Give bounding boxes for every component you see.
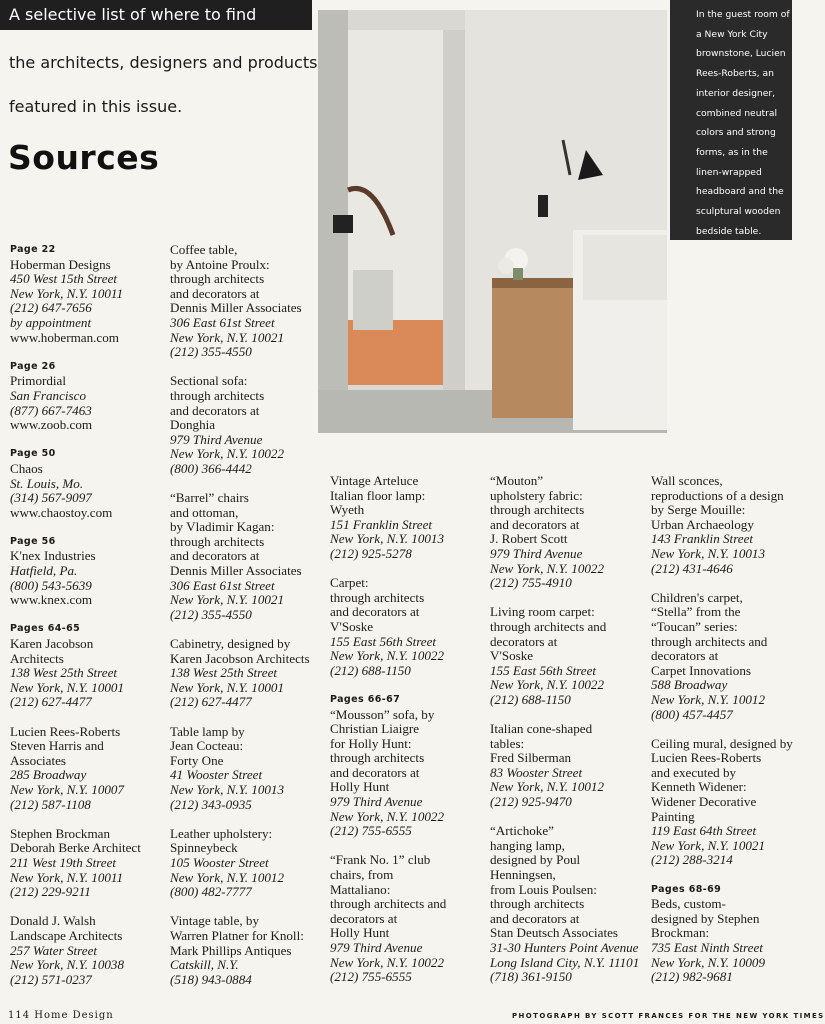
source-line: New York, N.Y. 10021 [651,837,766,853]
source-line: tables: [490,735,525,751]
source-line: Ceiling mural, designed by [651,735,793,751]
source-line: by Antoine Proulx: [170,256,270,272]
source-line: by Serge Mouille: [651,502,746,518]
source-line: 155 East 56th Street [330,633,437,649]
source-line: Italian floor lamp: [330,487,426,503]
entry-gap [490,708,639,723]
source-line: (800) 543-5639 [10,577,92,593]
source-line: Mark Phillips Antiques [170,942,292,958]
source-line: Stan Deutsch Associates [490,925,619,941]
entry-gap [651,576,793,591]
source-line: Karen Jacobson [10,636,94,652]
source-line: Warren Platner for Knoll: [170,927,304,943]
caption-line: brownstone, Lucien [696,48,786,60]
source-line: New York, N.Y. 10012 [170,869,285,885]
source-line: 257 Water Street [10,942,98,958]
source-line: through architects [170,387,265,403]
source-line: New York, N.Y. 10007 [10,781,125,797]
source-line: from Louis Poulsen: [490,881,597,897]
source-line: “Frank No. 1” club [330,852,431,868]
source-line: 979 Third Avenue [330,794,423,810]
intro-line-3: featured in this issue. [9,97,183,116]
entry-gap [170,622,310,637]
source-line: “Barrel” chairs [170,490,249,506]
source-line: Catskill, N.Y. [170,957,239,973]
source-line: 979 Third Avenue [170,431,263,447]
source-line: decorators at [490,633,558,649]
page-heading: Page 26 [10,360,56,372]
source-line: 979 Third Avenue [330,940,423,955]
source-line: 138 West 25th Street [10,665,118,681]
source-line: 41 Wooster Street [170,767,263,783]
bedroom-photo-illustration [318,10,667,433]
source-line: Donghia [170,417,216,433]
source-line: Architects [10,650,64,666]
photo-caption [670,0,792,240]
source-line: “Mousson” sofa, by [330,706,435,722]
source-line: Long Island City, N.Y. 11101 [490,954,640,970]
source-line: and decorators at [170,402,260,418]
source-line: Hoberman Designs [10,256,111,272]
source-line: through architects [490,502,585,518]
source-line: Holly Hunt [330,779,390,795]
source-line: New York, N.Y. 10022 [170,446,285,462]
source-line: www.hoberman.com [10,329,119,345]
source-line: New York, N.Y. 10013 [651,545,766,561]
source-line: hanging lamp, [490,837,565,853]
source-line: V'Soske [490,648,534,664]
source-line: San Francisco [10,387,87,403]
source-line: 31-30 Hunters Point Avenue [490,940,639,955]
source-line: New York, N.Y. 10022 [330,954,445,970]
entry-gap [170,900,310,915]
caption-line: forms, as in the [696,146,768,158]
source-line: (212) 688-1150 [330,662,411,678]
source-line: and executed by [651,764,737,780]
source-line: (212) 355-4550 [170,344,252,360]
source-line: Italian cone-shaped [490,721,593,737]
source-line: (212) 755-4910 [490,575,572,591]
source-line: designed by Poul [490,852,581,868]
caption-line: In the guest room of [696,9,790,20]
source-line: (800) 457-4457 [651,706,733,722]
source-line: www.knex.com [10,592,93,608]
source-line: Stephen Brockman [10,825,110,841]
source-line: New York, N.Y. 10021 [170,592,285,608]
source-line: (718) 361-9150 [490,969,572,985]
entry-gap [330,562,446,577]
source-line: “Stella” from the [651,604,741,620]
source-line: Sectional sofa: [170,373,248,389]
source-line: (212) 627-4477 [10,694,92,710]
source-line: New York, N.Y. 10001 [10,679,125,695]
source-line: Forty One [170,752,224,768]
sources-column-1 [10,243,141,987]
source-line: (212) 925-9470 [490,794,572,810]
source-line: through architects [490,896,585,912]
source-line: New York, N.Y. 10012 [490,779,605,795]
source-line: 735 East Ninth Street [651,940,763,955]
source-line: “Mouton” [490,473,544,488]
source-line: (212) 288-3214 [651,852,733,868]
source-line: decorators at [330,910,398,926]
source-line: Children's carpet, [651,589,743,605]
source-line: Henningsen, [490,867,556,883]
page-heading: Page 56 [10,535,56,547]
source-line: New York, N.Y. 10013 [170,781,285,797]
caption-line: combined neutral [696,107,778,119]
page-heading: Pages 66-67 [330,693,401,705]
source-line: (877) 667-7463 [10,402,92,418]
intro-line-2: the architects, designers and products [9,53,318,72]
source-line: Steven Harris and [10,738,104,754]
source-line: Primordial [10,373,67,389]
source-line: 211 West 19th Street [10,854,117,870]
entry-gap [10,520,141,535]
source-line: Carpet Innovations [651,662,751,678]
entry-gap [170,812,310,827]
caption-line: bedside table. [696,225,762,237]
photo-credit: PHOTOGRAPH BY SCOTT FRANCES FOR THE NEW YORK TIMES [512,1012,825,1020]
entry-gap [490,591,639,606]
entry-gap [170,710,310,725]
entry-gap [170,360,310,375]
source-line: and decorators at [330,764,420,780]
source-line: Urban Archaeology [651,516,754,532]
caption-line: linen-wrapped [696,166,762,178]
source-line: Spinneybeck [170,840,238,856]
source-line: (518) 943-0884 [170,971,252,987]
source-line: chairs, from [330,867,394,883]
caption-line: a New York City [696,28,768,40]
source-line: through architects [170,271,265,287]
caption-line: colors and strong [696,127,776,139]
source-line: by Vladimir Kagan: [170,519,275,535]
source-line: New York, N.Y. 10022 [490,677,605,693]
source-line: and decorators at [330,604,420,620]
source-line: Kenneth Widener: [651,779,747,795]
source-line: Dennis Miller Associates [170,300,302,316]
source-line: Table lamp by [170,723,245,739]
source-line: K'nex Industries [10,548,96,564]
entry-gap [10,900,141,915]
source-line: (212) 755-6555 [330,823,412,839]
sources-column-4 [490,474,639,985]
source-line: Carpet: [330,575,369,591]
caption-line: interior designer, [696,87,776,99]
source-line: Mattaliano: [330,881,391,897]
source-line: (212) 229-9211 [10,884,91,900]
page-heading: Pages 64-65 [10,623,81,635]
caption-line: Rees-Roberts, an [696,68,774,80]
source-line: and decorators at [170,548,260,564]
sources-column-5 [651,474,793,985]
entry-gap [10,345,141,360]
source-line: (212) 925-5278 [330,545,412,561]
source-line: New York, N.Y. 10022 [330,648,445,664]
source-line: Holly Hunt [330,925,390,941]
page-heading: Page 22 [10,244,56,255]
sources-column-2 [170,243,310,987]
source-line: Wall sconces, [651,473,723,488]
source-line: 151 Franklin Street [330,516,433,532]
source-line: Vintage table, by [170,913,260,929]
sources-column-3 [330,474,446,985]
source-line: 450 West 15th Street [10,271,118,287]
source-line: 119 East 64th Street [651,823,757,839]
source-line: 105 Wooster Street [170,854,269,870]
source-line: Widener Decorative [651,794,757,810]
source-line: through architects and [330,896,447,912]
source-line: through architects and [651,633,768,649]
source-line: “Artichoke” [490,823,554,839]
intro-line-1: A selective list of where to find [9,5,257,24]
entry-gap [490,810,639,825]
page-heading: Pages 68-69 [651,883,722,895]
source-line: through architects and [490,618,607,634]
source-line: V'Soske [330,618,374,634]
source-line: 306 East 61st Street [170,577,275,593]
source-line: New York, N.Y. 10011 [10,285,124,301]
source-line: New York, N.Y. 10009 [651,954,766,970]
source-line: www.chaostoy.com [10,504,113,520]
source-line: (212) 355-4550 [170,606,252,622]
source-line: Coffee table, [170,242,238,257]
source-line: Leather upholstery: [170,825,273,841]
source-line: (212) 647-7656 [10,300,92,316]
entry-gap [330,678,446,693]
source-line: (212) 587-1108 [10,796,91,812]
source-line: Landscape Architects [10,927,123,943]
source-line: New York, N.Y. 10038 [10,957,125,973]
source-line: Karen Jacobson Architects [170,650,310,666]
source-line: New York, N.Y. 10021 [170,329,285,345]
source-line: 588 Broadway [651,677,728,693]
source-line: Painting [651,808,695,824]
source-line: through architects [170,533,265,549]
source-line: (212) 343-0935 [170,796,252,812]
source-line: (800) 482-7777 [170,884,252,900]
entry-gap [651,722,793,737]
source-line: and decorators at [490,516,580,532]
source-line: (212) 755-6555 [330,969,412,985]
source-line: Associates [10,752,67,768]
source-line: and ottoman, [170,504,239,520]
source-line: Fred Silberman [490,750,572,766]
source-line: and decorators at [490,910,580,926]
source-line: through architects [330,750,425,766]
source-line: through architects [330,589,425,605]
source-line: decorators at [651,648,719,664]
source-line: reproductions of a design [651,487,784,503]
source-line: by appointment [10,314,92,330]
source-line: (800) 366-4442 [170,460,252,476]
source-line: New York, N.Y. 10022 [330,808,445,824]
source-line: 306 East 61st Street [170,314,275,330]
source-line: Chaos [10,460,43,476]
source-line: 143 Franklin Street [651,531,754,547]
source-line: St. Louis, Mo. [10,475,84,491]
source-line: J. Robert Scott [490,531,568,547]
source-line: 155 East 56th Street [490,662,597,678]
source-line: Beds, custom- [651,896,726,912]
source-line: Brockman: [651,925,710,941]
source-line: Living room carpet: [490,604,595,620]
page-title: Sources [8,138,160,177]
bedroom-photo [318,10,667,433]
source-line: New York, N.Y. 10012 [651,691,766,707]
entry-gap [10,433,141,448]
source-line: (212) 431-4646 [651,560,733,576]
source-line: New York, N.Y. 10011 [10,869,124,885]
source-line: 138 West 25th Street [170,665,278,681]
source-line: Dennis Miller Associates [170,563,302,579]
source-line: Deborah Berke Architect [10,840,141,856]
entry-gap [10,710,141,725]
source-line: 83 Wooster Street [490,764,583,780]
caption-line: sculptural wooden [696,206,781,218]
entry-gap [170,477,310,492]
source-line: 979 Third Avenue [490,545,583,561]
entry-gap [330,839,446,854]
source-line: (212) 688-1150 [490,691,571,707]
source-line: designed by Stephen [651,910,760,926]
entry-gap [651,868,793,883]
entry-gap [10,608,141,623]
page-heading: Page 50 [10,448,56,460]
source-line: New York, N.Y. 10001 [170,679,285,695]
source-line: www.zoob.com [10,417,93,433]
caption-line: headboard and the [696,186,784,198]
source-line: New York, N.Y. 10022 [490,560,605,576]
entry-gap [10,812,141,827]
source-line: (212) 627-4477 [170,694,252,710]
source-line: Lucien Rees-Roberts [651,750,762,766]
source-line: (212) 982-9681 [651,969,733,985]
source-line: for Holly Hunt: [330,735,412,751]
folio: 114 Home Design [8,1010,114,1021]
source-line: (314) 567-9097 [10,490,92,506]
source-line: “Toucan” series: [651,618,738,634]
source-line: 285 Broadway [10,767,87,783]
source-line: New York, N.Y. 10013 [330,531,445,547]
source-line: Christian Liaigre [330,721,420,737]
source-line: Hatfield, Pa. [10,563,78,579]
source-line: upholstery fabric: [490,487,583,503]
source-line: Wyeth [330,502,365,518]
source-line: (212) 571-0237 [10,971,92,987]
source-line: Lucien Rees-Roberts [10,723,121,739]
source-line: Vintage Arteluce [330,473,419,488]
intro-bar [0,0,312,30]
source-line: Cabinetry, designed by [170,636,291,652]
source-line: Jean Cocteau: [170,738,244,754]
source-line: Donald J. Walsh [10,913,96,929]
source-line: and decorators at [170,285,260,301]
